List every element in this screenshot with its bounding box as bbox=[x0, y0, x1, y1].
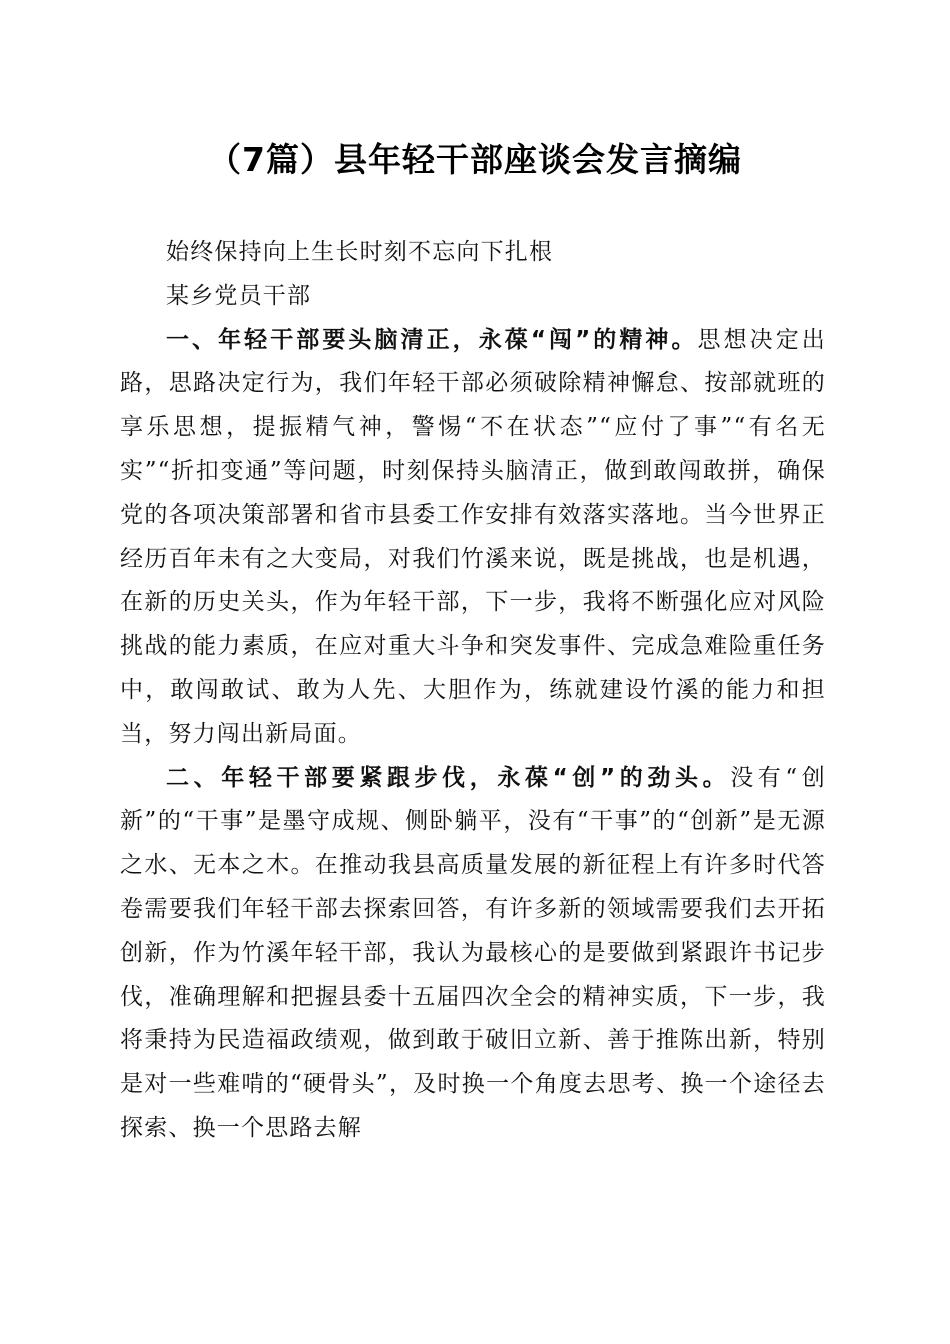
section-paragraph bbox=[120, 757, 826, 1151]
section-heading: 二、年轻干部要紧跟步伐，永葆“创”的劲头。 bbox=[166, 764, 731, 791]
author-line: 某乡党员干部 bbox=[166, 282, 312, 309]
subtitle: 始终保持向上生长时刻不忘向下扎根 bbox=[166, 239, 554, 265]
document-title: （7篇）县年轻干部座谈会发言摘编 bbox=[208, 140, 742, 179]
section-text: 没有“创新”的“干事”是墨守成规、侧卧躺平，没有“干事”的“创新”是无源之水、无本之木。在推动我县高质量发展的新征程上有许多时代答卷需要我们年轻干部去探索回答，有许多新的领域需要我们去开拓创新，作为竹溪年轻干部，我认为最核心的是要做到紧跟许书记步伐，准确理解和把握县委十五届四次全会的精神实质，下一步，我将秉持为民造福政绩观，做到敢于破旧立新、善于推陈出新，特别是对一些难啃的“硬骨头”，及时换一个角度去思考、换一个途径去探索、换一个思路去解 bbox=[120, 764, 826, 1141]
document-body bbox=[120, 231, 826, 1151]
section-heading: 一、年轻干部要头脑清正，永葆“闯”的精神。 bbox=[166, 326, 698, 353]
section-paragraph bbox=[120, 319, 826, 757]
section-text: 思想决定出路，思路决定行为，我们年轻干部必须破除精神懈怠、按部就班的享乐思想，提振精气神，警惕“不在状态”“应付了事”“有名无实”“折扣变通”等问题，时刻保持头脑清正，做到敢闯敢拼，确保党的各项决策部署和省市县委工作安排有效落实落地。当今世界正经历百年未有之大变局，对我们竹溪来说，既是挑战，也是机遇，在新的历史关头，作为年轻干部，下一步，我将不断强化应对风险挑战的能力素质，在应对重大斗争和突发事件、完成急难险重任务中，敢闯敢试、敢为人先、大胆作为，练就建设竹溪的能力和担当，努力闯出新局面。 bbox=[120, 326, 826, 747]
